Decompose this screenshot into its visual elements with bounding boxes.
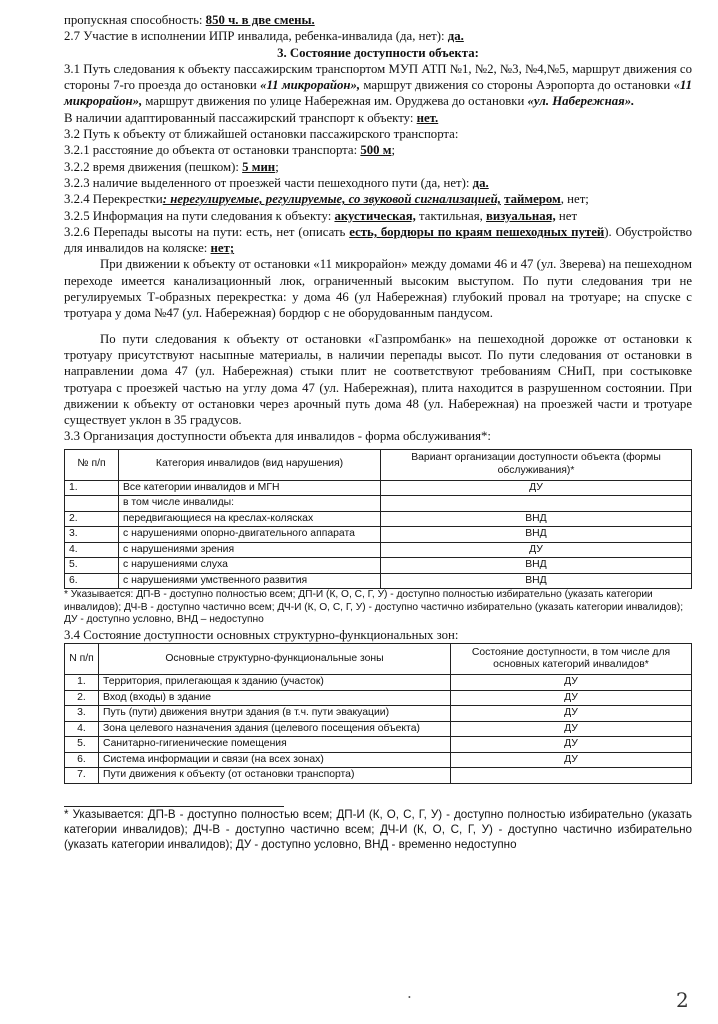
document-page	[64, 12, 692, 852]
paragraph-3-2: 3.2 Путь к объекту от ближайшей остановки пассажирского транспорта:	[64, 127, 459, 142]
column-header: Основные структурно-функциональные зоны	[99, 644, 451, 675]
paragraph-3-2-2: 3.2.2 время движения (пешком): 5 мин;	[64, 159, 279, 174]
access-value: ДУ	[451, 721, 692, 737]
scan-mark: •	[408, 993, 411, 1002]
row-number: 6.	[65, 573, 119, 589]
table-row	[65, 527, 692, 543]
row-number: 1.	[65, 675, 99, 691]
zone-cell: Система информации и связи (на всех зонах)	[99, 752, 451, 768]
throughput-label: пропускная способность:	[64, 13, 206, 27]
crossings-tail: , нет;	[560, 192, 589, 207]
access-value: ДУ	[381, 542, 692, 558]
row-number: 3.	[65, 706, 99, 722]
zone-cell: Территория, прилегающая к зданию (участок)	[99, 675, 451, 691]
ipr-line	[64, 28, 692, 44]
zone-cell: Санитарно-гигиенические помещения	[99, 737, 451, 753]
row-number: 7.	[65, 768, 99, 784]
adapted-transport-line	[64, 110, 692, 126]
table-row	[65, 480, 692, 496]
column-header: № п/п	[65, 449, 119, 480]
zone-cell: Пути движения к объекту (от остановки транспорта)	[99, 768, 451, 784]
row-number: 6.	[65, 752, 99, 768]
height-drops-label: 3.2.6 Перепады высоты на пути: есть, нет (описать	[64, 224, 350, 239]
route-info-visual: визуальная,	[485, 208, 556, 223]
column-header: Категория инвалидов (вид нарушения)	[119, 449, 381, 480]
p31-stop-1: «11 микрорайон»,	[260, 78, 361, 93]
access-value: ДУ	[451, 706, 692, 722]
walk-time-value: 5 мин	[242, 159, 276, 174]
zones-table	[64, 643, 692, 784]
row-number: 1.	[65, 480, 119, 496]
paragraph-3-2-4	[64, 191, 692, 207]
table-row	[65, 573, 692, 589]
route-info-acoustic: акустическая,	[334, 208, 416, 223]
crossings-timer: таймером	[504, 192, 561, 207]
p31-text-1: 3.1 Путь следования к объекту пассажирским транспортом МУП АТП №1, №2, №3, №4,№5, маршрут движения со стороны 7-го проезда до остановки	[64, 61, 692, 93]
crossings-label: 3.2.4 Перекрестки	[64, 192, 163, 207]
zone-cell: Вход (входы) в здание	[99, 690, 451, 706]
p31-stop-2: 11 микрорайон»,	[64, 78, 693, 109]
section-3-heading: 3. Состояние доступности объекта:	[277, 45, 479, 60]
table-row	[65, 558, 692, 574]
row-number	[65, 496, 119, 512]
route-info-tactile: тактильная,	[415, 208, 486, 223]
category-cell: с нарушениями зрения	[119, 542, 381, 558]
column-header: Вариант организации доступности объекта (формы обслуживания)*	[381, 449, 692, 480]
walk-time-label: 3.2.2 время движения (пешком):	[64, 159, 243, 174]
p31-text-3: маршрут движения по улице Набережная им. Оруджева до остановки	[142, 94, 528, 109]
row-number: 3.	[65, 527, 119, 543]
paragraph-3-2-5	[64, 208, 692, 224]
category-cell: Все категории инвалидов и МГН	[119, 480, 381, 496]
access-value: ВНД	[381, 527, 692, 543]
table-row	[65, 675, 692, 691]
table-row	[65, 690, 692, 706]
row-number: 5.	[65, 737, 99, 753]
route-info-tail: нет	[555, 208, 578, 223]
access-value: ДУ	[451, 752, 692, 768]
table-row	[65, 752, 692, 768]
throughput-value: 850 ч. в две смены.	[205, 13, 315, 27]
access-value: ДУ	[451, 737, 692, 753]
paragraph-3-4: 3.4 Состояние доступности основных структурно-функциональных зон:	[64, 628, 459, 642]
table-row	[65, 511, 692, 527]
ipr-value: да.	[447, 29, 464, 44]
row-number: 2.	[65, 511, 119, 527]
adapted-transport-value: нет.	[416, 110, 439, 125]
ipr-label: 2.7 Участие в исполнении ИПР инвалида, ребенка-инвалида (да, нет):	[64, 29, 448, 44]
distance-label: 3.2.1 расстояние до объекта от остановки транспорта:	[64, 143, 361, 158]
category-cell: в том числе инвалиды:	[119, 496, 381, 512]
adapted-transport-label: В наличии адаптированный пассажирский транспорт к объекту:	[64, 110, 417, 125]
category-cell: передвигающиеся на креслах-колясках	[119, 511, 381, 527]
route-description-2: По пути следования к объекту от остановки «Газпромбанк» на пешеходной дорожке от остановки к тротуару присутствуют насыпные материалы, в наличии перепады высот. По пути следования от остановки в направлении дома 47 (ул. Набережная) стыки плит не соответствуют требованиям СНиП, при состыковке тротуара с проезжей частью на углу дома 47 (ул. Набережная), плита находится в разрушенном состоянии. При движении к объекту от остановки через арочный путь дома 48 (ул. Набережная) на проезжей части и тротуаре существует уклон в 35 градусов.	[64, 331, 692, 428]
access-value: ДУ	[451, 690, 692, 706]
access-value: ДУ	[381, 480, 692, 496]
page-number: 2	[676, 988, 689, 1012]
p31-text-2: маршрут движения со стороны Аэропорта до остановки «	[360, 78, 680, 93]
paragraph-3-2-1: 3.2.1 расстояние до объекта от остановки транспорта: 500 м;	[64, 143, 396, 158]
wheelchair-value: нет;	[210, 241, 235, 256]
crossings-value: : нерегулируемые, регулируемые, со звуковой сигнализацией,	[162, 192, 501, 207]
column-header: Состояние доступности, в том числе для основных категорий инвалидов*	[451, 644, 692, 675]
access-value: ВНД	[381, 511, 692, 527]
zone-cell: Зона целевого назначения здания (целевого посещения объекта)	[99, 721, 451, 737]
column-header: N п/п	[65, 644, 99, 675]
table-row	[65, 706, 692, 722]
distance-value: 500 м	[360, 143, 392, 158]
paragraph-3-2-6	[64, 224, 692, 257]
table-row	[65, 721, 692, 737]
zone-cell: Путь (пути) движения внутри здания (в т.ч. пути эвакуации)	[99, 706, 451, 722]
row-number: 4.	[65, 721, 99, 737]
access-value: ДУ	[451, 675, 692, 691]
access-value: ВНД	[381, 558, 692, 574]
access-value: ВНД	[381, 573, 692, 589]
access-value	[451, 768, 692, 784]
row-number: 4.	[65, 542, 119, 558]
route-info-label: 3.2.5 Информация на пути следования к объекту:	[64, 208, 335, 223]
paragraph-3-3: 3.3 Организация доступности объекта для инвалидов - форма обслуживания*:	[64, 429, 491, 444]
throughput-line	[64, 12, 692, 28]
paragraph-3-1	[64, 61, 692, 110]
height-drops-value: есть, бордюры по краям пешеходных путей	[349, 224, 605, 239]
category-cell: с нарушениями опорно-двигательного аппарата	[119, 527, 381, 543]
table-row	[65, 496, 692, 512]
access-value	[381, 496, 692, 512]
category-cell: с нарушениями умственного развития	[119, 573, 381, 589]
pedestrian-path-value: да.	[472, 175, 489, 190]
wheelchair-label: ). Обустройство для инвалидов на коляске:	[64, 224, 692, 256]
table-row	[65, 737, 692, 753]
table-row	[65, 542, 692, 558]
table-note: * Указывается: ДП-В - доступно полностью всем; ДП-И (К, О, С, Г, У) - доступно полностью избирательно (указать категории инвалидов); ДЧ-В - доступно частично всем; ДЧ-И (К, О, С, Г, У) - доступно частично избирательно (указать категории инвалидов); ДУ - доступно условно, ВНД – недоступно	[64, 589, 684, 626]
table-row	[65, 768, 692, 784]
row-number: 5.	[65, 558, 119, 574]
category-cell: с нарушениями слуха	[119, 558, 381, 574]
route-description-1: При движении к объекту от остановки «11 микрорайон» между домами 46 и 47 (ул. Зверева) на пешеходном переходе имеется канализационный люк, ограниченный высоким выступом. По пути следования три не регулируемых Т-образных перекрестка: у дома 46 (ул Набережная) глубокий провал на тротуаре; на спуске с тротуара у дома №47 (ул. Набережная) бордюр с не оборудованным пандусом.	[64, 257, 692, 321]
table-header-row	[65, 644, 692, 675]
service-form-table	[64, 449, 692, 590]
footnote: * Указывается: ДП-В - доступно полностью всем; ДП-И (К, О, С, Г, У) - доступно полностью избирательно (указать категории инвалидов); ДЧ-В - доступно частично всем; ДЧ-И (К, О, С, Г, У) - доступно частично избирательно (указать категории инвалидов); ДУ - доступно условно, ВНД - временно недоступно	[64, 807, 692, 852]
row-number: 2.	[65, 690, 99, 706]
table-header-row	[65, 449, 692, 480]
paragraph-3-2-3	[64, 175, 692, 191]
pedestrian-path-label: 3.2.3 наличие выделенного от проезжей части пешеходного пути (да, нет):	[64, 175, 473, 190]
p31-stop-3: «ул. Набережная».	[527, 94, 635, 109]
